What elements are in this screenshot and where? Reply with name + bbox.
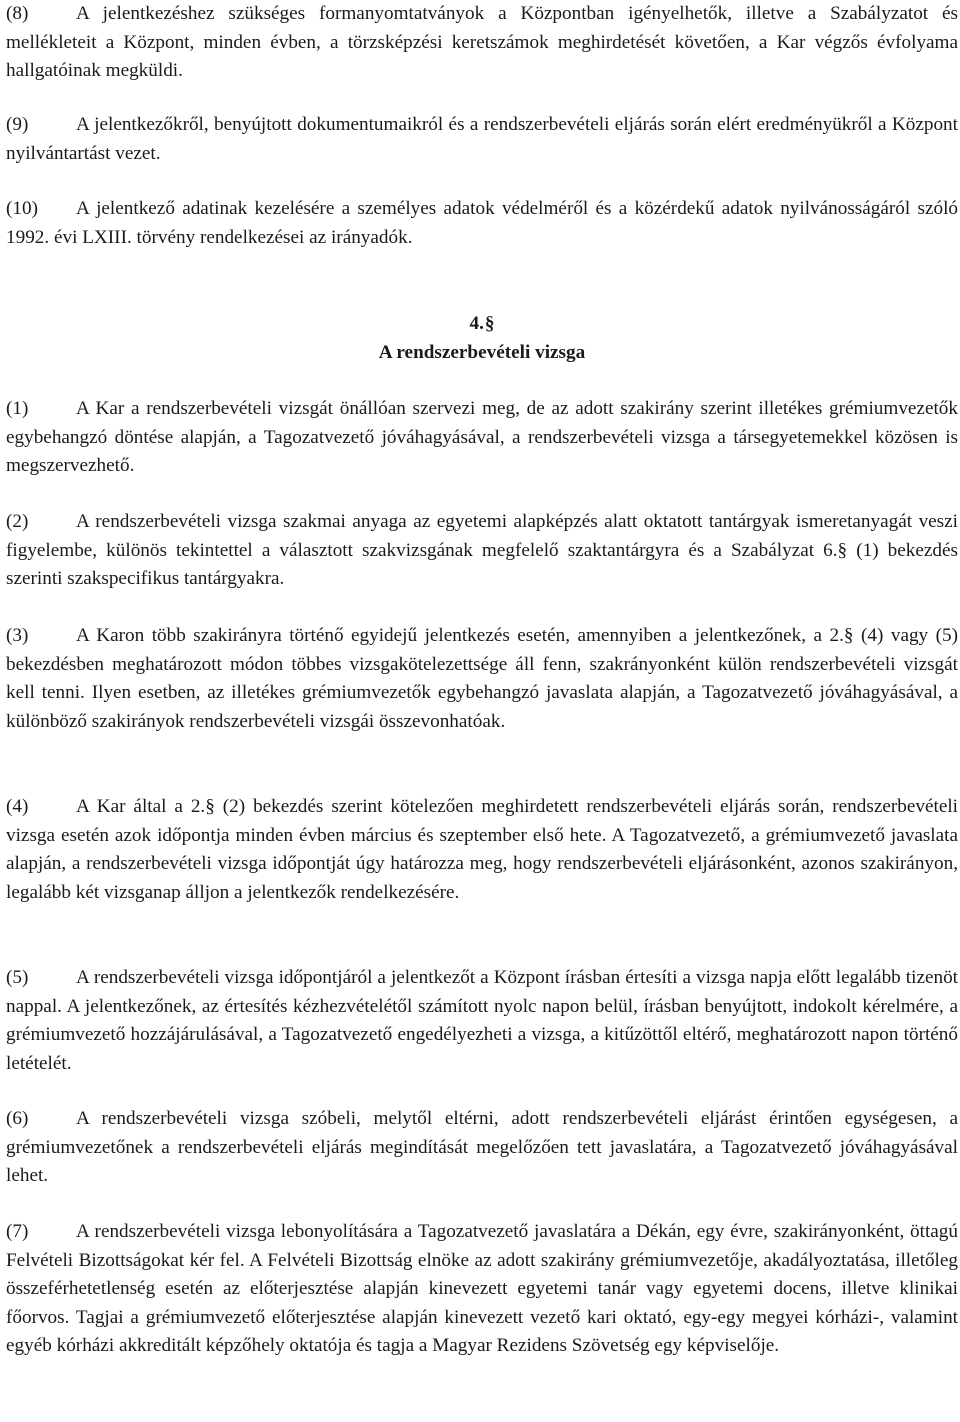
paragraph-9 bbox=[6, 111, 958, 168]
section-paragraph-5 bbox=[6, 964, 958, 1078]
paragraph-number: (7) bbox=[6, 1221, 29, 1242]
paragraph-10 bbox=[6, 195, 958, 252]
section-paragraph-3 bbox=[6, 622, 958, 736]
section-paragraph-6 bbox=[6, 1105, 958, 1191]
paragraph-number: (10) bbox=[6, 198, 38, 219]
section-number: 4. bbox=[469, 313, 484, 334]
paragraph-number: (8) bbox=[6, 3, 29, 24]
section-heading bbox=[6, 310, 958, 367]
section-paragraph-7 bbox=[6, 1218, 958, 1361]
paragraph-text: A rendszerbevételi vizsga lebonyolítására a Tagozatvezető javaslatára a Dékán, egy évre, szakirányonként, öttagú Felvételi Bizottságokat kér fel. A Felvételi Bizottság elnöke az adott szakirány grémiumvezetője, akadályoztatása, illetőleg összeférhetetlenség esetén az előterjesztése alapján kinevezett egyetemi tanár vagy egyetemi docens, illetve klinikai főorvos. Tagjai a grémiumvezető előterjesztése alapján kinevezett vezető kari oktató, egy-egy megyei kórházi-, valamint egyéb kórházi akkreditált képzőhely oktatója és tagja a Magyar Rezidens Szövetség egy képviselője. bbox=[6, 1221, 958, 1356]
section-title: A rendszerbevételi vizsga bbox=[378, 341, 586, 363]
paragraph-number: (2) bbox=[6, 511, 29, 532]
paragraph-number: (9) bbox=[6, 114, 29, 135]
paragraph-text: A rendszerbevételi vizsga szakmai anyaga az egyetemi alapképzés alatt oktatott tantárgyak ismeretanyagát veszi figyelembe, különös tekintettel a választott szakvizsgának megfelelő szaktantárgyra és a Szabályzat 6.§ (1) bekezdés szerinti szakspecifikus tantárgyakra. bbox=[6, 511, 958, 589]
section-paragraph-1 bbox=[6, 395, 958, 481]
paragraph-text: A Kar által a 2.§ (2) bekezdés szerint kötelezően meghirdetett rendszerbevételi eljárás során, rendszerbevételi vizsga esetén azok időpontja minden évben március és szeptember első hete. A Tagozatvezető, a grémiumvezető javaslata alapján, a rendszerbevételi vizsga időpontját úgy határozza meg, hogy rendszerbevételi eljárásonként, azonos szakirányon, legalább két vizsganap álljon a jelentkezők rendelkezésére. bbox=[6, 796, 958, 903]
paragraph-number: (3) bbox=[6, 625, 29, 646]
section-symbol: § bbox=[484, 313, 495, 334]
paragraph-number: (6) bbox=[6, 1108, 29, 1129]
paragraph-text: A jelentkező adatinak kezelésére a személyes adatok védelméről és a közérdekű adatok nyilvánosságáról szóló 1992. évi LXIII. törvény rendelkezései az irányadók. bbox=[6, 198, 958, 248]
paragraph-number: (1) bbox=[6, 398, 29, 419]
section-paragraph-4 bbox=[6, 793, 958, 907]
paragraph-number: (5) bbox=[6, 967, 29, 988]
paragraph-text: A jelentkezőkről, benyújtott dokumentumaikról és a rendszerbevételi eljárás során elért eredményükről a Központ nyilvántartást vezet. bbox=[6, 114, 958, 164]
paragraph-8 bbox=[6, 0, 958, 86]
paragraph-text: A Karon több szakirányra történő egyidejű jelentkezés esetén, amennyiben a jelentkezőnek, a 2.§ (4) vagy (5) bekezdésben meghatározott módon többes vizsgakötelezettsége áll fenn, szakrányonként külön rendszerbevételi vizsgát kell tenni. Ilyen esetben, az illetékes grémiumvezetők egybehangzó javaslata alapján, a Tagozatvezető jóváhagyásával, a különböző szakirányok rendszerbevételi vizsgái összevonhatóak. bbox=[6, 625, 958, 732]
paragraph-number: (4) bbox=[6, 796, 29, 817]
section-paragraph-2 bbox=[6, 508, 958, 594]
paragraph-text: A jelentkezéshez szükséges formanyomtatványok a Központban igényelhetők, illetve a Szabályzatot és mellékleteit a Központ, minden évben, a törzsképzési keretszámok meghirdetését követően, a Kar végzős évfolyama hallgatóinak megküldi. bbox=[6, 3, 958, 81]
paragraph-text: A rendszerbevételi vizsga szóbeli, melytől eltérni, adott rendszerbevételi eljárást érintően egységesen, a grémiumvezetőnek a rendszerbevételi eljárás megindítását megelőzően tett javaslatára, a Tagozatvezető jóváhagyásával lehet. bbox=[6, 1108, 958, 1186]
section-number-line bbox=[6, 310, 958, 339]
paragraph-text: A rendszerbevételi vizsga időpontjáról a jelentkezőt a Központ írásban értesíti a vizsga napja előtt legalább tizenöt nappal. A jelentkezőnek, az értesítés kézhezvételétől számított nyolc napon belül, írásban benyújtott, indokolt kérelmére, a grémiumvezető hozzájárulásával, a Tagozatvezető engedélyezheti a vizsga, a kitűzöttől eltérő, meghatározott napon történő letételét. bbox=[6, 967, 958, 1074]
paragraph-text: A Kar a rendszerbevételi vizsgát önállóan szervezi meg, de az adott szakirány szerint illetékes grémiumvezetők egybehangzó döntése alapján, a Tagozatvezető jóváhagyásával, a rendszerbevételi vizsga a társegyetemekkel közösen is megszervezhető. bbox=[6, 398, 958, 476]
